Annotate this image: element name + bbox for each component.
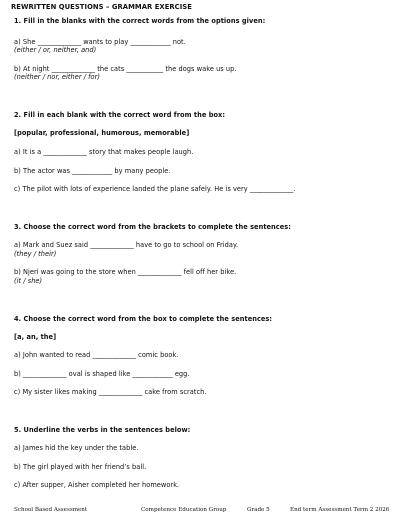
question-4c: c) My sister likes making _____________ cake from scratch.	[14, 388, 207, 396]
question-1a-options: (either / or, neither, and)	[14, 46, 97, 54]
question-4-heading: 4. Choose the correct word from the box to complete the sentences:	[14, 315, 273, 323]
question-5-heading: 5. Underline the verbs in the sentences below:	[14, 426, 191, 434]
question-3a: a) Mark and Suez said _____________ have to go to school on Friday.	[14, 241, 239, 249]
question-2b: b) The actor was ____________ by many people.	[14, 167, 171, 175]
question-3-heading: 3. Choose the correct word from the brackets to complete the sentences:	[14, 223, 291, 231]
question-5a: a) James hid the key under the table.	[14, 444, 139, 452]
footer-term: End term Assessment Term 2 2026	[290, 507, 390, 513]
question-1-heading: 1. Fill in the blanks with the correct words from the options given:	[14, 17, 266, 25]
question-2a: a) It is a _____________ story that makes people laugh.	[14, 148, 194, 156]
question-3b: b) Njeri was going to the store when _____________ fell off her bike.	[14, 268, 237, 276]
question-4b: b) _____________ oval is shaped like ____________ egg.	[14, 370, 190, 378]
question-1a: a) She _____________ wants to play ____________ not.	[14, 38, 186, 46]
question-5b: b) The girl played with her friend’s ball.	[14, 463, 147, 471]
question-2-heading: 2. Fill in each blank with the correct word from the box:	[14, 111, 226, 119]
question-3b-options: (it / she)	[14, 277, 43, 285]
question-1b: b) At night _____________ the cats ___________ the dogs wake us up.	[14, 65, 237, 73]
footer-school: School Based Assessment	[14, 507, 88, 513]
question-5c: c) After supper, Aisher completed her homework.	[14, 481, 180, 489]
question-2c: c) The pilot with lots of experience landed the plane safely. He is very _____________.	[14, 185, 296, 193]
question-3a-options: (they / their)	[14, 250, 57, 258]
page-title: REWRITTEN QUESTIONS – GRAMMAR EXERCISE	[11, 3, 192, 11]
question-4-word-box: [a, an, the]	[14, 333, 57, 341]
footer-grade: Grade 5	[247, 507, 270, 513]
question-4a: a) John wanted to read _____________ comic book.	[14, 351, 179, 359]
footer-group: Competence Education Group	[141, 507, 227, 513]
question-1b-options: (neither / nor, either / for)	[14, 73, 101, 81]
question-2-word-box: [popular, professional, humorous, memorable]	[14, 129, 190, 137]
